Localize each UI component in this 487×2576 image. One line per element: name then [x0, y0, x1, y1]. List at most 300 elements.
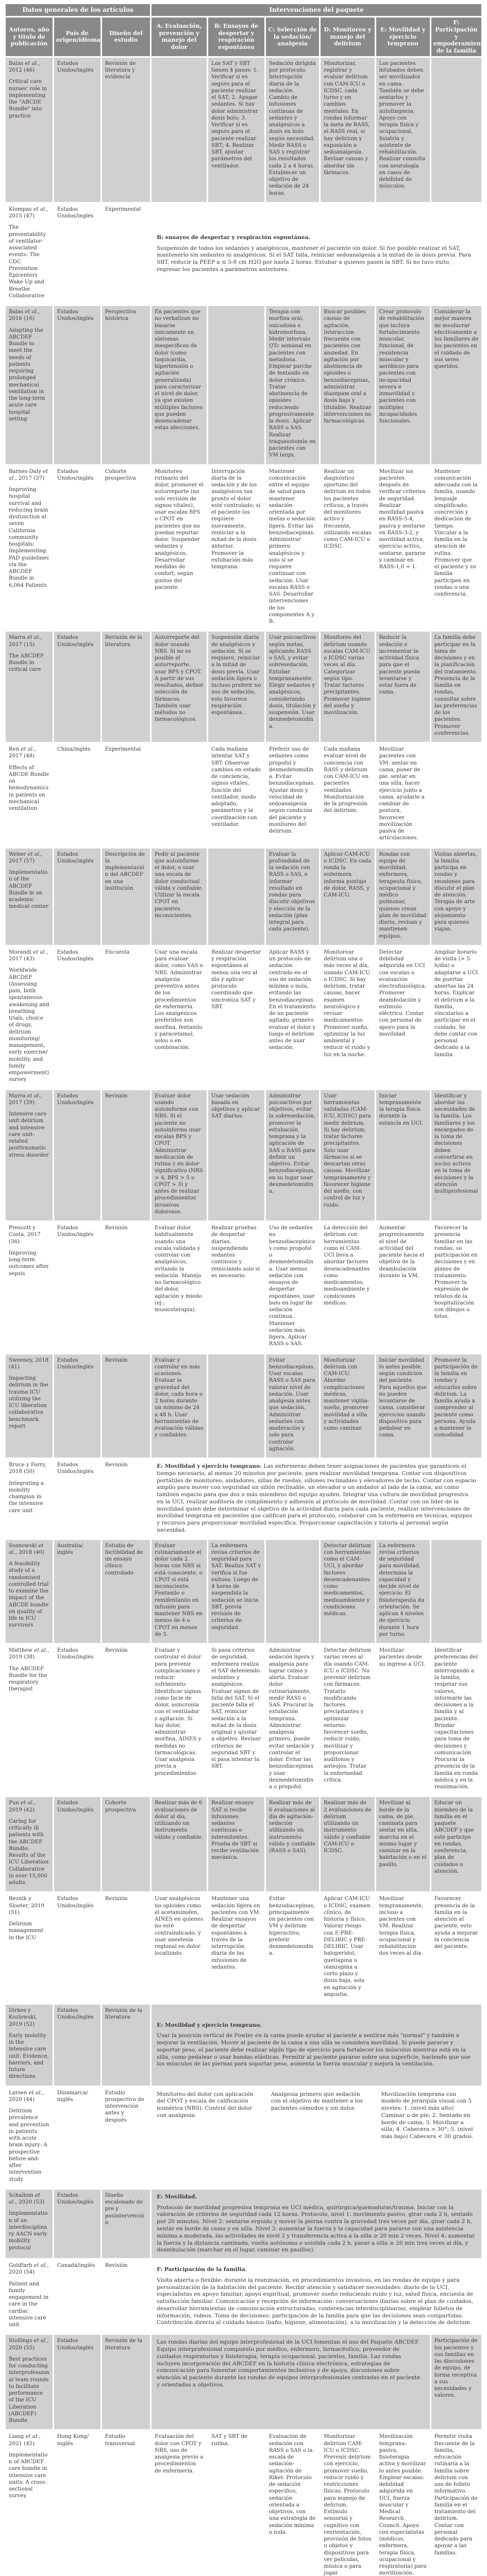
intervention-cell-E [376, 1540, 430, 1643]
intervention-cell-F [431, 2335, 481, 2429]
intervention-cell-F [431, 849, 481, 945]
intervention-cell-E [376, 1222, 430, 1353]
intervention-text: Las rondas diarias del equipo interprofesional de la UCI fomentan el uso del Paquete ABCDEF. Equipo interprofesional compuesto por médico, enfermero, farmacéutico, proveedor de cuidados respiratorios y fisioterapia, terapia ocupacional, pacientes, familia. Las rondas incluyen incorporación del ABCDEF en la historia clínica electrónica, estrategias de comunicación para fomentar comportamientos inclusivos y de apoyo, discusiones sobre atención al paciente durante las rondas de equipos interprofesionales centradas en el paciente y orientadas a objetivos. [157, 2339, 421, 2388]
intervention-cell-C [266, 1645, 319, 1795]
article-title: The ABCDEF Bundle in critical care [9, 653, 44, 673]
intervention-cell-A [152, 946, 207, 1089]
intervention-cell-C [266, 743, 319, 847]
design-cell: Revisión de la literatura [102, 632, 150, 742]
intervention-text: Evaluar la profundidad de la sedación con RASS o SAS, e informar resultado en rondas para discutir objetivos y elección de la sedación (plan integral para cada paciente). [268, 851, 315, 933]
article-authors: Stollings et al., 2020 (55) [9, 2338, 49, 2351]
country-cell: Australia/ inglés [54, 1540, 100, 1643]
country-cell: Estados Unidos/inglés [54, 1645, 100, 1795]
table-row-7 [6, 849, 481, 945]
et-al-italic: et al. [33, 949, 47, 955]
article-cell [6, 2431, 53, 2576]
group-header-general-data: Datos generales de los artículos [6, 4, 150, 16]
intervention-text: Pedir al paciente que autoinforme el dolor, o usar una escala de dolor conductual válida y confiable. Utilizar la escala CPOT en pacientes inconscientes. [155, 851, 203, 919]
article-authors: Ren et al., 2017 (48) [9, 747, 36, 759]
intervention-text: Monitorizar, registrar y evaluar delirium con CAM-ICU o ICDSC, cada turno y en cambios mentales. En rondas informar la meta de RASS, el RASS real, si hay delirium y exposición a sedoanalgesia. Revisar causas y abordar sin fármacos. [324, 60, 370, 176]
intervention-cell-A [152, 58, 207, 202]
design-cell: Cohorte prospectiva [102, 1797, 150, 1891]
article-title: Effects of ABCDE Bundle on hemodynamics in patients on mechanical ventilation [9, 765, 49, 811]
article-title: Best practices for conducting interprofessional team rounds to facilitate performance of the ICU Liberation (ABCDEF) Bundle [9, 2356, 49, 2424]
intervention-text: Participación de los pacientes y sus familias en las discusiones de equipo, de forma receptiva a sus necesidades y valores. [434, 2338, 478, 2399]
intervention-cell-F [431, 1893, 481, 2003]
country-cell: Estados Unidos/inglés [54, 306, 100, 464]
intervention-text: Preferir uso de sedantes como propofol y dexmedetomidina. Evitar benzodiacepinas. Ajustar dosis y velocidad de sedoanalgesia según condición del paciente y monitoreo del delirium. [268, 747, 315, 834]
intervention-cell-C [266, 466, 319, 631]
article-authors: Goldfarb et al., 2020 (54) [9, 2263, 49, 2276]
article-cell [6, 1090, 53, 1221]
intervention-cell-A-F [152, 204, 481, 304]
intervention-cell-B [208, 1222, 264, 1353]
intervention-text: Suspensión de todos los sedantes y analgésicos, mantener el paciente sin dolor. Si fue posible realizar el SAT, mantenerlo sin sedantes ni analgésicos. Si el SAT falla, reiniciar sedoanalgesia a la mitad de la dosis previa. Para SBT, reducir la PEEP a ≤ 5-8 cm H2O por hasta 2 horas. Extubar a quienes pasen la SBT. Si no tuvo éxito, regresar los pacientes a parámetros anteriores. [157, 245, 472, 273]
intervention-text: Usar herramientas validadas (CAM-ICU, ICDSC) para medir delirium. Si hay delirium, tratar factores precipitantes. Solo usar fármacos si se descartan otras causas. Movilizar tempranamente y favorecer higiene del sueño, con control de luz y ruido. [324, 1093, 371, 1208]
column-header-7: E: Movilidad y ejercicio temprano [376, 18, 430, 56]
intervention-cell-B [208, 1090, 264, 1221]
table-row-18 [6, 2087, 481, 2188]
article-cell [6, 632, 53, 742]
article-title: Improving hospital survival and reducing brain dysfunction at seven California community hospitals: Implementing PAD guidelines via the ABCDEF Bundle in 6,064 Patients [9, 487, 49, 588]
intervention-text: Usar sedación basada en objetivos y aplicar SAT diarios. [211, 1093, 260, 1120]
article-title: Integrating a mobility champion in the intensive care unit [9, 1480, 44, 1514]
article-authors: Reznik y Slooter, 2019 (51) [9, 1896, 44, 1916]
country-cell: Estados Unidos/inglés [54, 1222, 100, 1353]
table-row-20 [6, 2260, 481, 2333]
intervention-text: Analgesia primero que sedación con el objetivo de mantener a los pacientes cómodos y sin dolor. [271, 2091, 363, 2112]
intervention-text: Terapia con morfina oral, oxicodona e hidromorfona. Medir intervalo QTc semanal en pacientes con metadona. Emplear parche de fentanilo en dolor crónico. Tratar abstinencia de opioides reduciendo progresivamente la dosis. Aplicar RASS o SAS. Realizar traqueostomía en pacientes con VM larga. [268, 309, 316, 459]
intervention-cell-F [431, 58, 481, 202]
intervention-cell-F [431, 466, 481, 631]
design-cell: Revisión [102, 1459, 150, 1538]
design-cell: Estudio prospectivo de intervención antes y después [102, 2087, 150, 2188]
table-row-16 [6, 1893, 481, 2003]
intervention-text: Monitoreo rutinario del dolor, promover el autorreporte (no solo revisión de signos vitales), usar escalas BPS o CPOT en pacientes que no puedan reportar dolor. Suspender sedantes y analgésicos. Desarrollar medidas de confort, según gustos del paciente. [155, 468, 204, 590]
article-cell [6, 1797, 53, 1891]
design-cell: Estudio de factibilidad de un ensayo clínico controlado [102, 1540, 150, 1643]
design-cell: Revisión [102, 1354, 150, 1458]
article-cell [6, 1459, 53, 1538]
intervention-cell-B [208, 1645, 264, 1795]
intervention-cell-A [152, 1540, 207, 1643]
article-cell [6, 1540, 53, 1643]
intervention-text: Iniciar tempranamente la terapia física durante la estancia en UCI. [379, 1093, 424, 1126]
intervention-text: Evaluar dolor habitualmente usando una escala validada y controlar con analgésicos, evitando la sedación. Manejo no farmacológico del dolor, agitación y miedo (ej.: musicoterapia). [155, 1225, 202, 1313]
article-authors: Matthew et al., 2019 (38) [9, 1648, 49, 1660]
et-al-italic: et al. [25, 309, 39, 315]
article-title: Adapting the ABCDEF Bundle to meet the needs of patients requiring prolonged mechanical ventilation in the long-term acute care hospital setting [9, 327, 45, 422]
article-title: Early mobility in the intensive care unit: Evidence, barriers, and future directions [9, 2032, 49, 2080]
intervention-cell-E [376, 1645, 430, 1795]
intervention-cell-D [321, 743, 374, 847]
intervention-text: Realizar más de 6 evaluaciones de dolor al día, utilizando un instrumento válido y confiable. [155, 1800, 203, 1840]
column-header-6: D: Monitoreo y manejo del delirium [321, 18, 374, 56]
intervention-text: Administrar sedación ligera y analgesia para lograr calma y alerta. Evaluar dolor rutinariamente, medir RASS o SAS. Procurar la extubación temprana. Administrar analgesia primero, puede evitar sedación y controlar el dolor. Evitar las benzodiacepinas y usar dexmedetomidina o propofol. [268, 1648, 314, 1790]
country-cell: Estados Unidos/inglés [54, 1893, 100, 2003]
et-al-italic: et al. [9, 1543, 44, 1555]
intervention-text: Movilizar los pacientes después de verificar criterios de seguridad. Realizar movilidad pasiva en RASS-5-4, pasiva y sentarse en RASS-3-2, y movilidad activa, ejercicio activo, sentarse, pararse y caminar en RASS-1,0 + 1. [379, 468, 426, 570]
table-row-21 [6, 2335, 481, 2429]
intervention-cell-E [376, 1893, 430, 2003]
intervention-cell-A [152, 743, 207, 847]
intervention-heading: F: Participación de la familia. [157, 2266, 247, 2273]
intervention-cell-E [376, 1797, 430, 1891]
intervention-text: Cada mañana intentar SAT y SBT. Observar cambios en estado de conciencia, signos vitales, función del ventilador, modo adoptado, parámetros y la coordinación con ventilador. [211, 747, 261, 827]
table-row-8 [6, 946, 481, 1089]
article-authors: Barnes-Daly et al., 2017 (37) [9, 468, 48, 481]
et-al-italic: et al. [34, 1648, 48, 1654]
country-cell: Estados Unidos/inglés [54, 466, 100, 631]
intervention-cell-C [266, 1540, 319, 1643]
intervention-text: Favorecer presencia de la familia en la atención al paciente, esto ayuda a mejorar la conciencia del paciente. [434, 1896, 478, 1950]
article-title: Implementation of an interdisciplinary AACN early mobility protocol [9, 2211, 48, 2251]
et-al-italic: et al. [27, 635, 41, 641]
intervention-cell-C [266, 1222, 319, 1353]
article-title: Impacting delirium in the trauma ICU utilizing the ICU liberation collaborative benchmark report [9, 1376, 48, 1429]
group-header-interventions: Intervenciones del paquete [152, 4, 481, 16]
article-title: Worldwide ABCDEF (Assessing pain, both spontaneous awakening and breathing trials, choice of drugs, delirium monitoring/ management, early exercise/ mobility, and family empowerment) survey [9, 968, 49, 1083]
intervention-text: La enfermera revisa criterios de seguridad para movilidad, determina la capacidad y decide nivel de ejercicio. El fisioterapeuta da orientación. Se aplican 4 niveles de ejercicio durante 1 hora por turno. [379, 1543, 425, 1637]
intervention-cell-F [431, 1090, 481, 1221]
intervention-cell-B [208, 1540, 264, 1643]
column-header-4: B: Ensayos de despertar y respiración espontánea [208, 18, 264, 56]
article-cell [6, 849, 53, 945]
intervention-cell-A-B [152, 2087, 264, 2188]
intervention-cell-D [321, 306, 374, 464]
intervention-cell-C [266, 632, 319, 742]
table-row-12 [6, 1459, 481, 1538]
intervention-cell-A [152, 1893, 207, 2003]
design-cell: Perspectiva histórica [102, 306, 150, 464]
article-cell [6, 1893, 53, 2003]
table-row-22 [6, 2431, 481, 2576]
country-cell: China/inglés [54, 743, 100, 847]
intervention-text: La familia debe participar en la toma de decisiones y en la planificación del tratamiento. Presencia de la familia en rondas, consultar sobre las preferencias de los pacientes. Promover conferencias. [434, 635, 477, 736]
intervention-text: Movilizar pacientes con VM: sentar en cama, poner de pie, sentar en una silla, hacer ejercicio junto a cama, ayudarle a cambiar de postura, favorecer movilización pasiva de articulaciones. [379, 747, 425, 841]
article-authors: Bruce y Forry, 2018 (50) [9, 1462, 46, 1475]
intervention-text: Evitar benzodiacepinas. Usar escalas RASS o SAS para valorar nivel de sedación. Usar analgesia antes que sedación. Administrar sedantes con moderación y solo para controlar agitación. [268, 1357, 315, 1452]
article-authors: Pun et al., 2019 (42) [9, 1800, 36, 1813]
country-cell: Estados Unidos/inglés [54, 946, 100, 1089]
intervention-cell-A-F [152, 1459, 481, 1538]
intervention-cell-D [321, 1222, 374, 1353]
intervention-text: Cada mañana evaluar nivel de conciencia con RASS y delirium con CAM-ICU en pacientes ventilados. Monitorización de la progresión del delirium. [324, 747, 369, 814]
intervention-text: Movilizar al borde de la cama, de pie, caminata para sentar en silla, marcha en el mismo lugar y caminar en la habitación o en el pasillo. [379, 1800, 427, 1868]
country-cell: Estados Unidos/inglés [54, 1354, 100, 1458]
intervention-cell-D [321, 1797, 374, 1891]
intervention-cell-D [321, 2431, 374, 2576]
table-row-14 [6, 1645, 481, 1795]
article-authors: Balas et al., 2016 (16) [9, 309, 40, 322]
et-al-italic: et al. [33, 2338, 47, 2344]
design-cell: Experimental [102, 204, 150, 304]
intervention-cell-E [376, 946, 430, 1089]
intervention-text: Identificar preferencias del paciente interrogando a la familia, respetar sus valores, informarle las decisiones a la familia y al paciente. Brindar capacitaciones para toma de decisiones y comunicación. Procurar la presencia de la familia en ronda médica y en la reanimación. [434, 1648, 478, 1790]
country-cell: Estados Unidos/inglés [54, 58, 100, 202]
intervention-cell-A [152, 632, 207, 742]
intervention-cell-E [376, 2431, 430, 2576]
intervention-cell-F [431, 632, 481, 742]
country-cell: Estados Unidos/inglés [54, 849, 100, 945]
country-cell: Estados Unidos/inglés [54, 1090, 100, 1221]
article-title: Delirium prevalence and prevention in patients with acute brain injury: A prospective before-and-after intervention study [9, 2108, 49, 2182]
table-row-5 [6, 632, 481, 742]
intervention-cell-D [321, 58, 374, 202]
intervention-cell-F [431, 743, 481, 847]
intervention-cell-D [321, 1540, 374, 1643]
intervention-cell-A [152, 1797, 207, 1891]
article-cell [6, 466, 53, 631]
intervention-cell-E-F [376, 2087, 481, 2188]
intervention-text: Aumentar progresivamente el nivel de actividad del paciente hacia el objetivo de la deambulación durante la VM. [379, 1225, 425, 1279]
intervention-text: Iniciar movilidad lo antes posible, según condición del paciente. Para aquellos que no pueden levantarse de cama, considerar ejercicios usando dispositivo para pedalear en cama. [379, 1357, 427, 1438]
intervention-text: Los pacientes intubados deben ser movilizados en cama. También se debe sentarlos y promover la autolimpieza. Apoyo con terapia física y ocupacional, fisiatría y asistente de rehabilitación. Realizar consulta con neurología en casos de debilidad de músculos. [379, 60, 426, 190]
column-header-2: Diseño del estudio [102, 18, 150, 56]
intervention-cell-A-F [152, 2260, 481, 2333]
table-row-4 [6, 466, 481, 631]
article-title: Critical care nurses' role in implementing the "ABCDE Bundle" into practice [9, 79, 47, 119]
intervention-text: Evaluación de sedación con RASS o SAS o la escala de sedación-agitación de Riker. Protocolo de sedación específico, sedación orientada a objetivos, con una estrategia de sedación mínima o nula. [268, 2434, 316, 2535]
intervention-cell-E [376, 466, 430, 631]
article-authors: Sosnowski et al., 2018 (40) [9, 1543, 45, 1555]
intervention-text: Realizar pruebas de despertar diarias, suspendiendo sedantes continuos y reiniciando solo si es necesario. [211, 1225, 260, 1279]
intervention-cell-A-F [152, 2005, 481, 2086]
table-row-17 [6, 2005, 481, 2086]
article-authors: Prescott y Costa, 2017 (36) [9, 1225, 41, 1245]
design-cell: Revisión [102, 1893, 150, 2003]
article-title: A feasibility study of a randomised controlled trial to examine the impact of the ABCDE bundle on quality of life in ICU survivors [9, 1561, 49, 1629]
intervention-text: Interrupción diaria de la sedación y de los analgésicos tan pronto el dolor esté controlado; si el paciente los requiere nuevamente, reiniciar a la mitad de la dosis anterior. Promover la extubación más temprana. [211, 468, 261, 570]
et-al-italic: et al. [25, 60, 39, 66]
column-header-1: País de origen/idioma [54, 18, 100, 56]
article-cell [6, 204, 53, 304]
intervention-text: Movilizar pacientes desde su ingreso a UCI. [379, 1648, 426, 1667]
country-cell: Canadá/inglés [54, 2260, 100, 2333]
intervention-text: Favorecer la presencia familiar en las rondas, su participación en decisiones y en planes de tratamiento. Promover la expresión de relatos de la hospitalización con dibujos o fotos. [434, 1225, 478, 1320]
country-cell: Estados Unidos/inglés [54, 2005, 100, 2086]
column-header-5: C: Selección de la sedación/ analgesia [266, 18, 319, 56]
intervention-cell-C [266, 1090, 319, 1221]
intervention-text: Evaluar dolor usando autoinforme con NRS. Si el paciente no autoinforma usar escalas BPS y CPOT. Administrar medicación de rutina y en dolor significativo (NRS > 4, BPS > 5 o CPOT > 3) y antes de realizar procedimientos invasivos dolorosos. [155, 1093, 203, 1215]
intervention-text: Movilización temprana con modelo de jerarquía visual con 5 niveles: 1. (nivel más alto) Caminar o de pie; 2. Sentado en borde de cama; 3. Movilizar a silla; 4. Cabecera > 30°; 5. (nivel más bajo) Cabecera < 30 grados. [381, 2091, 474, 2140]
intervention-text: Identificar y abordar las necesidades de la familia. Los familiares y los encargados de la toma de decisiones deben convertirse en socios activos en la toma de decisiones y la atención multiprofesional. [434, 1093, 478, 1201]
intervention-text: Suspensión diaria de analgésicos y sedación. Si se requiere, reiniciar a la mitad de dosis previa. Usar sedación ligera o incluso preferir no uso de sedación; esto favorece respiración espontánea. [211, 635, 261, 716]
intervention-text: Evaluar rutinariamente el dolor cada 2 horas con NRS si está consciente, o CPOT si está inconsciente. Fentanilo o remifentanilo en infusión para mantener NRS en menos de 4 o CPOT en menos de 3. [155, 1543, 203, 1637]
article-title: The ABCDEF Bundle for the respiratory therapist [9, 1666, 47, 1692]
table-row-19 [6, 2190, 481, 2258]
article-authors: Schallom et al., 2020 (53) [9, 2192, 45, 2206]
article-cell [6, 1354, 53, 1458]
table-row-2 [6, 204, 481, 304]
intervention-cell-A-F [152, 2190, 481, 2258]
intervention-cell-D [321, 946, 374, 1089]
intervention-cell-A [152, 1645, 207, 1795]
intervention-cell-F [431, 306, 481, 464]
country-cell: Dinamarca/ inglés [54, 2087, 100, 2188]
country-cell: Estados Unidos/inglés [54, 632, 100, 742]
intervention-text: SAT y SBT de rutina. [211, 2434, 247, 2447]
intervention-text: Evaluar y controlar el dolor para prevenir complicaciones y reducir sufrimiento. Identificar signos como facie de dolor, asincronía con el ventilador y agitación. Si hay dolor, administrar morfina, AINES y medidas no farmacológicas. Usar analgesia previa a procedimientos. [155, 1648, 201, 1776]
intervention-text: Si pasa criterios de seguridad, enfermera realiza el SAT deteniendo sedantes y analgésicos. Evaluar signos de falla del SAT. Si el paciente falla el SAT, reiniciar sedación a la mitad de la dosis original y ajustar a objetivo. Revisar criterios de seguridad SBT y si pasa intentar la SBT. [211, 1648, 261, 1770]
intervention-text: Ampliar horario de visita (> 5 h/día) o adaptarse a UCI de puertas abiertas las 24 horas. Explicar el delirium a la familia, vincularlos a participar en el cuidado. Se debe contar con personal dedicado a la familia. [434, 949, 478, 1058]
et-al-italic: et al. [21, 747, 35, 752]
intervention-text: Administrar psicoactivos por objetivos, evitar la sobresedación, promover la extubación temprana y la aplicación de SAS o RASS para definir un objetivo. Evitar benzodiacepinas, en su lugar usar dexmedetomidina. [268, 1093, 316, 1194]
intervention-cell-C [266, 2431, 319, 2576]
intervention-text: Visitas abiertas, la familia participa en rondas y reuniones para discutir el plan de atención. Terapia de arte con apoyo y alojamiento para quienes viajan. [434, 851, 477, 933]
intervention-cell-B [208, 1893, 264, 2003]
intervention-text: Monitorizar delirium CAM-ICU o ICDSC. Prevenir delirium con ejercicio, promover sueño, reducir ruido y restricciones físicas. Protocolo para manejo de delirium. Estímulo sensorial y cognitivo con reorientación, provisión de fotos u objetos y dispositivos para ver películas, música o para jugar. [324, 2434, 372, 2576]
intervention-text: Monitorizar delirium con CAM-ICU. Abordar complicaciones médicas, mantener vigilia-sueño, promover movilidad a silla y actividades como caminar. [324, 1357, 370, 1431]
intervention-text: Realizar un diagnóstico oportuno del delirium en todos los pacientes críticos, a través del monitoreo activo y frecuente, utilizando escalas como CAM-ICU o ICDSC. [324, 468, 372, 550]
article-authors: Weber et al., 2017 (57) [9, 851, 43, 864]
country-cell: Estados Unidos/inglés [54, 2190, 100, 2258]
intervention-text: Promover la participación de la familia en rondas y educarlos sobre delirium. La familia ayuda a comprender al paciente como persona. Ayuda a mantener la comodidad [434, 1357, 478, 1438]
intervention-text: Autorreporte del dolor usando NRS. Si no es posible el autorreporte, usar BPS y CPOT. A partir de sus resultados, definir selección de fármacos. También usar métodos no farmacológicos. [155, 635, 204, 723]
article-title: Implementation of ABCDEF care bundle in intensive care units: A cross-sectional survey [9, 2452, 48, 2499]
intervention-cell-F [431, 1354, 481, 1458]
design-cell: Revisión de la literatura [102, 2005, 150, 2086]
et-al-italic: et al. [27, 1093, 41, 1099]
intervention-text: Realizar despertar y respiración espontánea al menos una vez al día y aplicar protocolo coordinado que sincroniza SAT y SBT. [211, 949, 261, 1010]
intervention-text: Monitoreo del dolor con aplicación del CPOT y escala de calificación numérica (NRS). Control del dolor con analgesia. [157, 2091, 254, 2119]
intervention-cell-C [266, 1797, 319, 1891]
table-row-1 [6, 58, 481, 202]
intervention-text: Mantener comunicación entre el equipo de salud para mantener sedación orientada por metas o sedación ligera. Evitar las benzodiacepinas. Administrar primero analgésicos y solo si se requiere continuar con sedación. Usar escalas RASS o SAS. Desarrollar intervenciones de los componentes A y B. [268, 468, 315, 624]
intervention-cell-E [376, 849, 430, 945]
et-al-italic: et al. [27, 851, 41, 857]
et-al-italic: et al. [33, 206, 47, 212]
article-authors: Marra et al., 2017 (15) [9, 635, 42, 648]
intervention-cell-B [208, 306, 264, 464]
design-cell: Revisión de la literatura [102, 2335, 150, 2429]
design-cell: Revisión [102, 1645, 150, 1795]
table-row-11 [6, 1354, 481, 1458]
et-al-italic: et al. [9, 468, 48, 481]
article-authors: Morandi et al., 2017 (43) [9, 949, 48, 962]
design-cell: Experimental [102, 743, 150, 847]
intervention-cell-A-E [152, 2335, 430, 2429]
intervention-cell-A [152, 306, 207, 464]
intervention-cell-B [208, 946, 264, 1089]
design-cell: Encuesta [102, 946, 150, 1089]
article-title: Implementation of the ABCDEF Bundle in an academic medical center [9, 870, 49, 910]
intervention-cell-B [208, 466, 264, 631]
country-cell: Estados Unidos/inglés [54, 1797, 100, 1891]
group-header-row [6, 4, 481, 16]
article-authors: Klompas et al., 2015 (47) [9, 206, 48, 219]
intervention-text: Detectar delirium varias veces al día usando CAM-ICU o ICDSC. No prevenir delirium con fármacos. Tratarlo modificando factores precipitantes y optimizar entorno: favorecer sueño, reducir ruido, movilizar y proporcionar audífonos y anteojos. Tratar la enfermedad crítica. [324, 1648, 371, 1783]
country-cell: Estados Unidos/inglés [54, 204, 100, 304]
intervention-cell-D [321, 1645, 374, 1795]
article-title: Caring for critically ill patients with the ABCDEF Bundle: Results of the ICU Liberation Collaborative in over 15,000 adults. [9, 1818, 49, 1886]
table-row-3 [6, 306, 481, 464]
intervention-text: Evaluación del dolor con CPOT y NRS, uso de analgesia previo a procedimientos de enfermería. [155, 2434, 204, 2474]
design-cell: Descripción de la implementación del ABCDEF en una institución [102, 849, 150, 945]
intervention-text: Monitoreo del delirium usando escalas CAM-ICU o ICDSC varias veces al día. Categorizar según tipo. Tratar factores precipitantes. Promover higiene del sueño y movilización. [324, 635, 372, 716]
intervention-cell-A [152, 1090, 207, 1221]
column-header-8: F: Participación y empoderamiento de la familia [431, 18, 481, 56]
articles-table [4, 3, 487, 2576]
intervention-cell-B [208, 632, 264, 742]
intervention-cell-C [266, 946, 319, 1089]
intervention-text: Visita abierta o flexible: durante la reanimación, en procedimientos invasivos, en las rondas de equipo y para personalización de la habitación del paciente. Recibir atención y satisfacer necesidades: diario de la UCI, especialistas en apoyo familiar, apoyo espiritual, promover sueño reduciendo ruido y luz, salud física, encuesta de satisfacción familiar. Comunicación y recepción de información: conversaciones diarias sobre el plan de cuidados, desarrollar herramientas de comunicación estructuradas, conferencias interdisciplinarias, emplear folletos de información, videos. Toma de decisiones: participación de la familia para que las decisiones sean compartidas. Contribución directa al cuidado básico (baño, higiene, alimentación), a la movilización y la detección de delirium. [157, 2277, 474, 2326]
intervention-cell-A [152, 1222, 207, 1353]
intervention-cell-B [208, 1797, 264, 1891]
intervention-text: En pacientes que no verbalizan no basarse únicamente en síntomas inespecíficos de dolor (como taquicardia, hipertensión o agitación generalizada) para caracterizar el nivel de dolor, ya que existen múltiples factores que pueden desencadenar estas afecciones. [155, 309, 203, 431]
table-row-6 [6, 743, 481, 847]
intervention-heading: E: Movilidad. [157, 2193, 197, 2200]
intervention-cell-A [152, 849, 207, 945]
article-cell [6, 2335, 53, 2429]
intervention-text: Crear protocolo de rehabilitación que incluya fortalecimiento muscular, funcional, de resistencia muscular y aeróbicos para pacientes con incapacidad severa e inmovilidad y pacientes con múltiples incapacidades funcionales. [379, 309, 425, 424]
intervention-cell-B [208, 1354, 264, 1458]
article-cell [6, 2260, 53, 2333]
intervention-cell-D [321, 1090, 374, 1221]
article-authors: Larsen et al., 2020 (44) [9, 2090, 44, 2103]
table-row-10 [6, 1222, 481, 1353]
intervention-text: Mantener una sedación ligera en pacientes con VM. Realizar ensayos de despertar espontáneo a través de la interrupción diaria de las infusiones de sedantes. [211, 1896, 261, 1970]
intervention-heading: E: Movilidad y ejercicio temprano. [157, 2022, 262, 2028]
intervention-text: Mantener comunicación adecuada con la familia, usando lenguaje simplificado, concreción y dedicación de tiempo. Vincular a la familia en la atención de rutina. Promover que el paciente y su familia participen en rondas o una conferencia. [434, 468, 478, 597]
article-title: Intensive care unit delirium and intensive care unit–related posttraumatic stress disorder [9, 1111, 49, 1158]
article-cell [6, 2005, 53, 2086]
intervention-text: La detección del delirium con herramientas como el CAM-UCI lleva a abordar factores desencadenantes como medicamentos, medioambiente y condiciones médicas. [324, 1225, 370, 1306]
et-al-italic: et al. [25, 2434, 39, 2440]
intervention-cell-A [152, 2431, 207, 2576]
article-cell [6, 58, 53, 202]
intervention-cell-D [321, 1893, 374, 2003]
intervention-text: Usar psicoactivos según metas, aplicando RASS o SAS, y evitar sobresedación. Extubar tempranamente. Elegir sedantes y analgésicos, considerando dosis, titulación y suspensión. Usar dexmedetomidina. [268, 635, 316, 730]
intervention-cell-F [431, 1540, 481, 1643]
intervention-cell-E [376, 1354, 430, 1458]
intervention-text: Monitorear delirium una o más veces al día, usando CAM-ICU o ICDSC. Si hay delirium, tratar causas, hacer examen neurológico y revisar medicamentos. Promover sueño, optimizar la luz ambiental y reducir el ruido y luz en la noche. [324, 949, 371, 1058]
intervention-text: Uso de sedantes no benzodiacepínicos como propofol o dexmedetomidina. Usar menos sedación con ensayos de despertar espontáneo, usar bolo en lugar de sedación continua. Mantener sedación más ligera. Aplicar RASS o SAS. [268, 1225, 315, 1347]
article-authors: Dirkes y Kozlowski, 2019 (52) [9, 2008, 37, 2027]
intervention-text: Aplicar RASS y un protocolo de sedación centrado en el uso de sedación mínima o nula, evitando las benzodiacepinas. En el tratamiento de un paciente agitado, primero evaluar el dolor y luego el delirium antes de usar sedación. [268, 949, 316, 1051]
design-cell: Revisión [102, 2260, 150, 2333]
intervention-cell-C-D [266, 2087, 375, 2188]
intervention-text: Aplicar CAM-ICU o ICDSC. En cada ronda la enfermera informa puntaje de dolor, RASS, y CAM-ICU. [324, 851, 372, 898]
design-cell: Cohorte prospectiva [102, 466, 150, 631]
intervention-text: Los SAT y SBT tienen 4 pasos: 1. Verificar si es seguro para el paciente realizar el SAT; 2. Apagar sedantes. Si hay dolor administrar dosis bolo; 3. Verificar si es seguro para el paciente realizar SBT; 4. Realizar SBT, ajustar parámetros del ventilador. [211, 60, 259, 169]
intervention-cell-B [208, 849, 264, 945]
article-title: Patient and family engagement in care in the cardiac intensive care unit [9, 2281, 49, 2328]
intervention-heading: E: Movilidad y ejercicio temprano. [157, 1463, 264, 1469]
article-cell [6, 743, 53, 847]
table-row-13 [6, 1540, 481, 1643]
design-cell: Revisión [102, 1222, 150, 1353]
et-al-italic: et al. [21, 1800, 35, 1806]
country-cell: Hong Kong/ inglés [54, 2431, 100, 2576]
intervention-cell-C [266, 306, 319, 464]
intervention-text: Evitar benzodiacepinas, principalmente en pacientes con VM y delirium hiperactivo, preferir dexmedetomidina. [268, 1896, 315, 1957]
intervention-text: La enfermera revisa criterios de seguridad para SAT. Realiza SAT y verifica si fue exitosa. Luego de 4 horas de suspendida la sedación se inicia SBT, previa revisión de criterios de seguridad. [211, 1543, 261, 1631]
intervention-cell-F [431, 1645, 481, 1795]
intervention-cell-E [376, 632, 430, 742]
intervention-cell-F [431, 2431, 481, 2576]
intervention-text: Detectar debilidad adquirida en UCI con escalas o evaluación electrofisiológica. Promover deambulación y estímulo eléctrico. Contar con personal de apoyo para la movilidad. [379, 949, 427, 1037]
intervention-cell-E [376, 306, 430, 464]
table-row-15 [6, 1797, 481, 1891]
article-authors: Sweeney, 2018 (41) [9, 1357, 49, 1370]
intervention-text: Educar un miembro de la familia en el paquete ABCDEF y que este participe en rondas, conferencia, plan de cuidados o atención. [434, 1800, 474, 1874]
intervention-text: Usar la posición vertical de Fowler en la cama puede ayudar al paciente a sentirse más "normal" y también a mejorar la ventilación. Mover al paciente de la cama a una silla se considera movilidad. Si puede pararse y soportar peso, el paciente debe realizar algún tipo de ejercicio para fortalecer los músculos mientras está en la silla, como pedalear o usar bandas elásticas. Permitir al paciente pararse sobre una superficie, haciendo que use los músculos de las piernas para soportar peso, aumenta la fuerza muscular y mejora la ventilación. [157, 2032, 471, 2067]
intervention-cell-B [208, 2431, 264, 2576]
column-header-3: A: Evaluación, prevención y manejo del dolor [152, 18, 207, 56]
article-authors: Liang et al., 2021 (45) [9, 2434, 41, 2447]
article-cell [6, 306, 53, 464]
